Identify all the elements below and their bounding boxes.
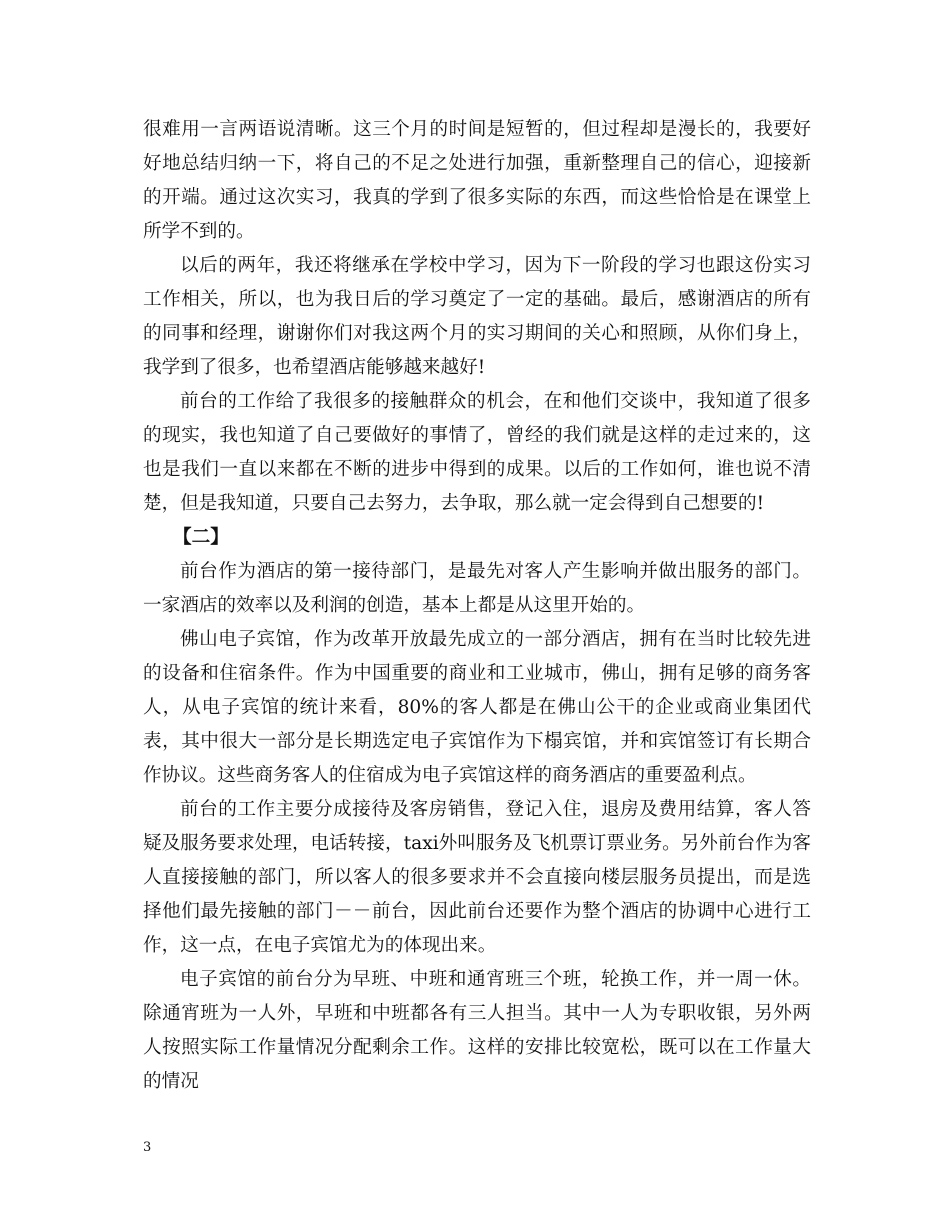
paragraph-foshan-hotel: 佛山电子宾馆，作为改革开放最先成立的一部分酒店，拥有在当时比较先进的设备和住宿条件。作为中国重要的商业和工业城市，佛山，拥有足够的商务客人，从电子宾馆的统计来看，80%的客人都是在佛山公干的企业或商业集团代表，其中很大一部分是长期选定电子宾馆作为下榻宾馆，并和宾馆签订有长期合作协议。这些商务客人的住宿成为电子宾馆这样的商务酒店的重要盈利点。: [143, 629, 811, 786]
paragraph-shift-arrangement: 电子宾馆的前台分为早班、中班和通宵班三个班，轮换工作，并一周一休。除通宵班为一人外，早班和中班都各有三人担当。其中一人为专职收银，另外两人按照实际工作量情况分配剩余工作。这样的安排比较宽松，既可以在工作量大的情况: [143, 969, 811, 1092]
paragraph-front-desk-role: 前台作为酒店的第一接待部门，是最先对客人产生影响并做出服务的部门。一家酒店的效率以及利润的创造，基本上都是从这里开始的。: [143, 561, 811, 616]
document-body: [143, 113, 811, 1099]
paragraph-internship-thanks: 以后的两年，我还将继承在学校中学习，因为下一阶段的学习也跟这份实习工作相关，所以，也为我日后的学习奠定了一定的基础。最后，感谢酒店的所有的同事和经理，谢谢你们对我这两个月的实习期间的关心和照顾，从你们身上，我学到了很多，也希望酒店能够越来越好!: [143, 255, 811, 378]
paragraph-continuation: 很难用一言两语说清晰。这三个月的时间是短暂的，但过程却是漫长的，我要好好地总结归纳一下，将自己的不足之处进行加强，重新整理自己的信心，迎接新的开端。通过这次实习，我真的学到了很多实际的东西，而这些恰恰是在课堂上所学不到的。: [143, 119, 811, 242]
paragraph-front-desk-experience: 前台的工作给了我很多的接触群众的机会，在和他们交谈中，我知道了很多的现实，我也知道了自己要做好的事情了，曾经的我们就是这样的走过来的，这也是我们一直以来都在不断的进步中得到的成果。以后的工作如何，谁也说不清楚，但是我知道，只要自己去努力，去争取，那么就一定会得到自己想要的!: [143, 391, 811, 514]
page-number: 3: [143, 1140, 152, 1155]
section-heading-two: 【二】: [173, 527, 229, 548]
paragraph-front-desk-duties: 前台的工作主要分成接待及客房销售，登记入住，退房及费用结算，客人答疑及服务要求处理，电话转接，taxi外叫服务及飞机票订票业务。另外前台作为客人直接接触的部门，所以客人的很多要求并不会直接向楼层服务员提出，而是选择他们最先接触的部门－－前台，因此前台还要作为整个酒店的协调中心进行工作，这一点，在电子宾馆尤为的体现出来。: [143, 799, 811, 956]
